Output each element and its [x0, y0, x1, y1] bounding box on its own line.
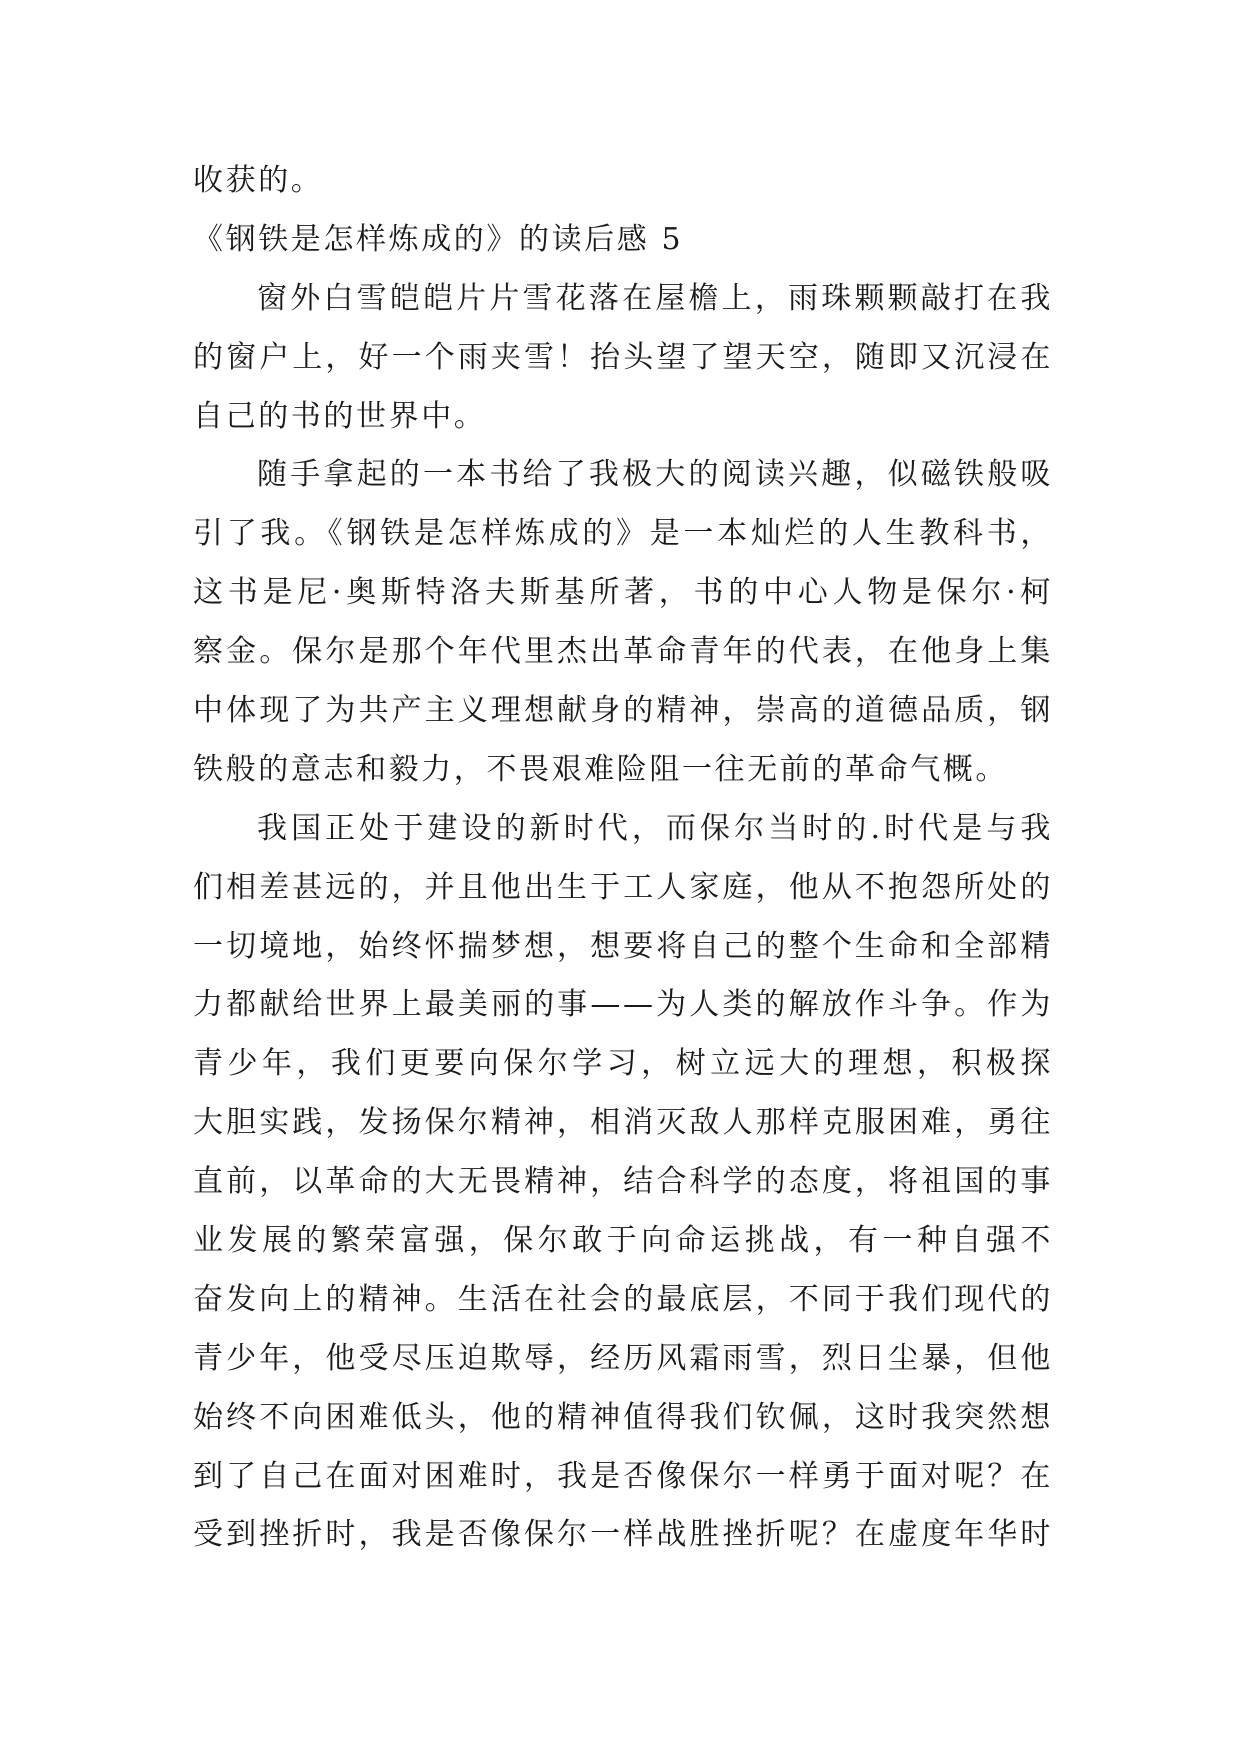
text-line: 业发展的繁荣富强，保尔敢于向命运挑战，有一种自强不: [193, 1223, 1053, 1259]
text-line: 察金。保尔是那个年代里杰出革命青年的代表，在他身上集: [193, 634, 1053, 670]
text-line: 的窗户上，好一个雨夹雪！抬头望了望天空，随即又沉浸在: [193, 339, 1053, 375]
text-line: 直前，以革命的大无畏精神，结合科学的态度，将祖国的事: [193, 1164, 1053, 1200]
text-line: 中体现了为共产主义理想献身的精神，崇高的道德品质，钢: [193, 693, 1053, 729]
text-line: 窗外白雪皑皑片片雪花落在屋檐上，雨珠颗颗敲打在我: [257, 280, 1053, 316]
text-line: 受到挫折时，我是否像保尔一样战胜挫折呢？在虚度年华时: [193, 1517, 1053, 1553]
text-line: 一切境地，始终怀揣梦想，想要将自己的整个生命和全部精: [193, 928, 1053, 964]
text-line: 随手拿起的一本书给了我极大的阅读兴趣，似磁铁般吸: [257, 457, 1053, 493]
text-line: 力都献给世界上最美丽的事——为人类的解放作斗争。作为: [193, 987, 1053, 1023]
text-line: 们相差甚远的，并且他出生于工人家庭，他从不抱怨所处的: [193, 869, 1053, 905]
text-line: 我国正处于建设的新时代，而保尔当时的.时代是与我: [257, 810, 1053, 846]
section-heading: 《钢铁是怎样炼成的》的读后感 5: [193, 221, 684, 257]
document-body: [193, 152, 1053, 1565]
text-line: 大胆实践，发扬保尔精神，相消灭敌人那样克服困难，勇往: [193, 1105, 1053, 1141]
text-line: 这书是尼·奥斯特洛夫斯基所著，书的中心人物是保尔·柯: [193, 575, 1053, 611]
text-line: 青少年，我们更要向保尔学习，树立远大的理想，积极探: [193, 1046, 1053, 1082]
text-line: 收获的。: [193, 163, 324, 198]
text-line: 铁般的意志和毅力，不畏艰难险阻一往无前的革命气概。: [193, 751, 1008, 787]
text-line: 始终不向困难低头，他的精神值得我们钦佩，这时我突然想: [193, 1399, 1053, 1435]
text-line: 到了自己在面对困难时，我是否像保尔一样勇于面对呢？在: [193, 1458, 1053, 1494]
text-line: 引了我。《钢铁是怎样炼成的》是一本灿烂的人生教科书，: [193, 516, 1053, 552]
text-line: 青少年，他受尽压迫欺辱，经历风霜雨雪，烈日尘暴，但他: [193, 1340, 1053, 1376]
text-line: 自己的书的世界中。: [193, 398, 487, 434]
text-line: 奋发向上的精神。生活在社会的最底层，不同于我们现代的: [193, 1281, 1053, 1317]
